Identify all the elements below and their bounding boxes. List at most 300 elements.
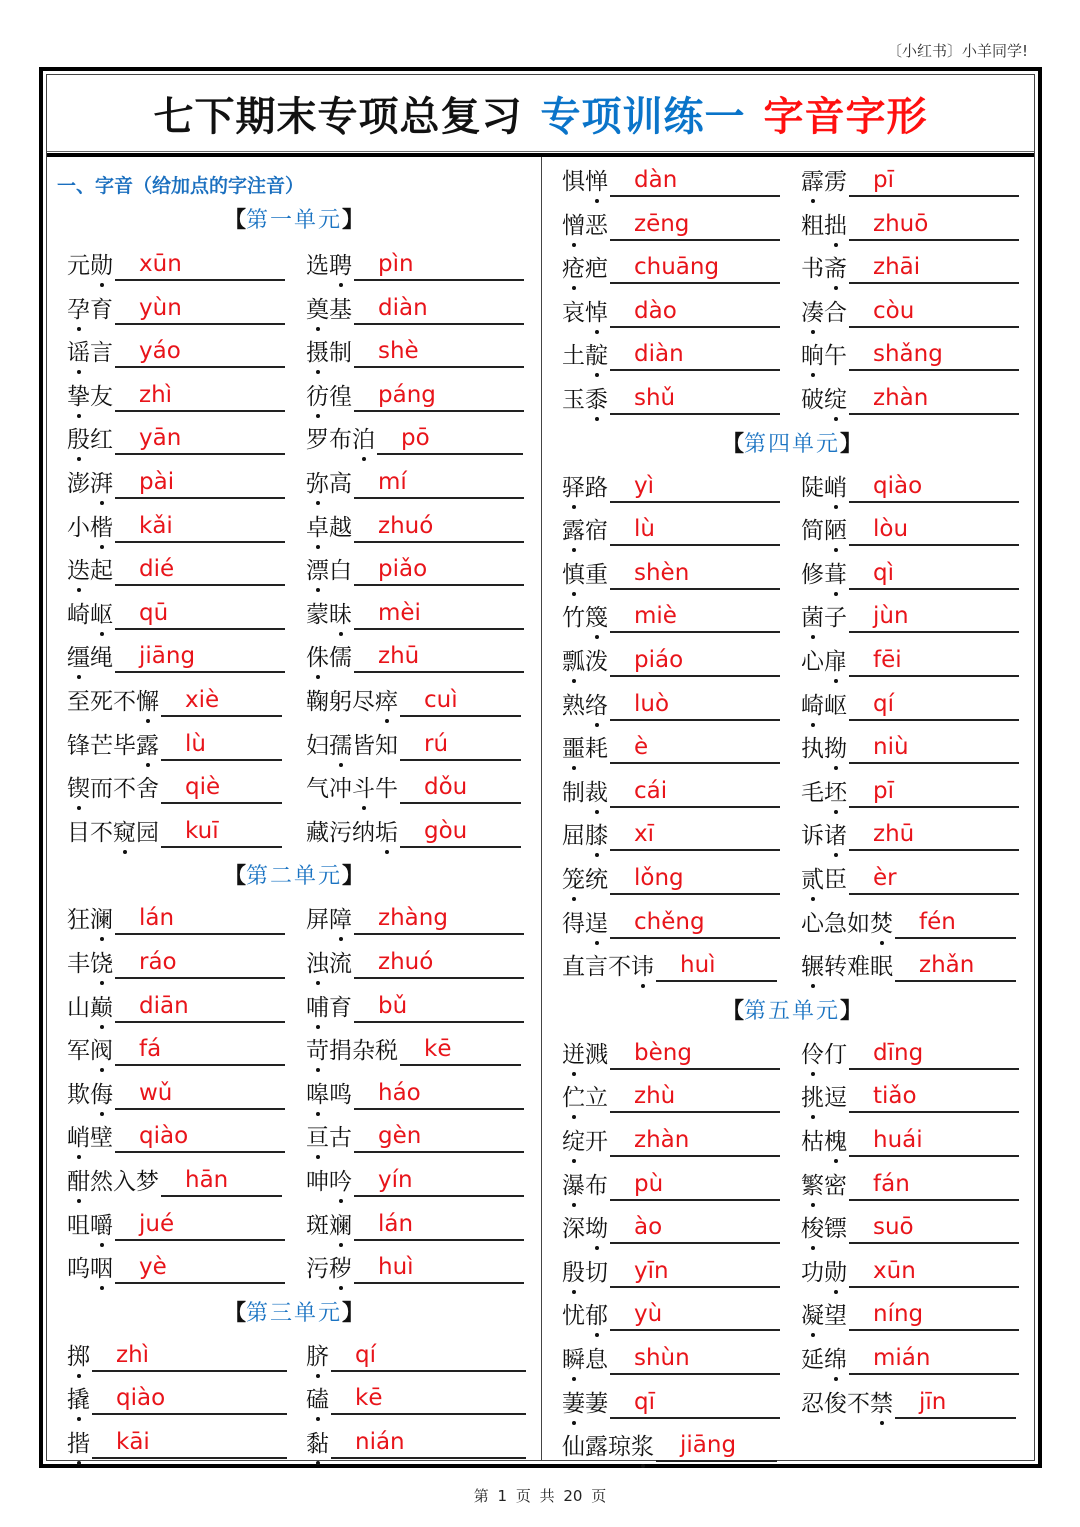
answer-blank[interactable] bbox=[610, 865, 780, 895]
word-text: 心 扉 bbox=[801, 649, 847, 675]
answer-blank[interactable] bbox=[849, 603, 1019, 633]
answer-blank[interactable] bbox=[400, 687, 521, 717]
pinyin-item bbox=[67, 376, 285, 412]
pinyin-answer: diàn bbox=[634, 341, 684, 368]
word-text: 瀑 布 bbox=[562, 1172, 608, 1199]
word-text: 驿 路 bbox=[562, 474, 608, 501]
word-text: 瓢 泼 bbox=[562, 649, 608, 675]
word-text: 粗 拙 bbox=[801, 212, 847, 239]
pinyin-item bbox=[801, 1295, 1019, 1331]
word-text: 哺 育 bbox=[306, 994, 352, 1021]
pinyin-item bbox=[801, 161, 1019, 197]
pinyin-answer: zhū bbox=[378, 643, 420, 670]
pinyin-item bbox=[801, 467, 1019, 503]
pinyin-answer: qiè bbox=[185, 774, 221, 801]
answer-blank[interactable] bbox=[849, 1301, 1019, 1331]
pinyin-item bbox=[306, 1030, 521, 1066]
pinyin-item bbox=[67, 419, 285, 455]
pinyin-item bbox=[801, 859, 1019, 895]
answer-blank[interactable] bbox=[610, 1127, 780, 1157]
pinyin-answer: shè bbox=[378, 338, 419, 365]
pinyin-item bbox=[306, 376, 524, 412]
word-text: 崎 岖 bbox=[67, 601, 113, 628]
answer-blank[interactable] bbox=[849, 167, 1019, 197]
unit-name: 第二单元 bbox=[245, 864, 342, 890]
word-text: 伫 立 bbox=[562, 1085, 608, 1112]
word-text: 挑 逗 bbox=[801, 1085, 847, 1112]
answer-blank[interactable] bbox=[354, 949, 524, 979]
pinyin-answer: miè bbox=[634, 603, 677, 630]
word-text: 屏 障 bbox=[306, 907, 352, 934]
answer-blank[interactable] bbox=[610, 167, 780, 197]
word-text: 摄 制 bbox=[306, 340, 352, 367]
word-text: 小 楷 bbox=[67, 514, 113, 541]
answer-blank[interactable] bbox=[161, 1167, 282, 1197]
answer-blank[interactable] bbox=[92, 1342, 287, 1372]
word-text: 迭 起 bbox=[67, 558, 113, 585]
answer-blank[interactable] bbox=[610, 211, 780, 241]
answer-blank[interactable] bbox=[115, 338, 285, 368]
word-text: 鞠 躬 尽 瘁 bbox=[306, 689, 398, 715]
answer-blank[interactable] bbox=[161, 818, 282, 848]
answer-blank[interactable] bbox=[115, 1254, 285, 1284]
pinyin-answer: bèng bbox=[634, 1039, 692, 1066]
pinyin-answer: qiào bbox=[139, 1123, 189, 1150]
answer-blank[interactable] bbox=[354, 905, 524, 935]
pinyin-item bbox=[562, 467, 780, 503]
word-text: 漂 白 bbox=[306, 558, 352, 585]
pinyin-answer: zhāi bbox=[873, 254, 921, 281]
pinyin-item bbox=[562, 335, 780, 371]
pinyin-answer: zhì bbox=[139, 381, 173, 408]
pinyin-item bbox=[306, 550, 524, 586]
answer-blank[interactable] bbox=[331, 1429, 526, 1459]
answer-blank[interactable] bbox=[849, 1127, 1019, 1157]
pinyin-answer: zhǎn bbox=[919, 952, 975, 979]
bracket-left: 【 bbox=[223, 863, 246, 890]
word-text: 污 秽 bbox=[306, 1256, 352, 1283]
pinyin-item bbox=[801, 728, 1019, 764]
word-text: 峭 壁 bbox=[67, 1125, 113, 1152]
pinyin-item bbox=[562, 728, 780, 764]
answer-blank[interactable] bbox=[354, 993, 524, 1023]
answer-blank[interactable] bbox=[92, 1385, 287, 1415]
answer-blank[interactable] bbox=[354, 1167, 524, 1197]
bracket-left: 【 bbox=[721, 430, 744, 457]
answer-blank[interactable] bbox=[610, 1214, 780, 1244]
pinyin-item bbox=[306, 332, 524, 368]
answer-blank[interactable] bbox=[849, 734, 1019, 764]
word-text: 呻 吟 bbox=[306, 1169, 352, 1195]
word-text: 挚 友 bbox=[67, 383, 113, 410]
word-text: 霹 雳 bbox=[801, 169, 847, 195]
word-text: 磕 bbox=[306, 1387, 329, 1414]
answer-blank[interactable] bbox=[849, 473, 1019, 503]
bracket-right: 】 bbox=[840, 997, 863, 1024]
answer-blank[interactable] bbox=[354, 600, 524, 630]
bracket-right: 】 bbox=[342, 207, 365, 233]
pinyin-item bbox=[67, 681, 282, 717]
word-text: 深 坳 bbox=[562, 1216, 608, 1243]
word-text: 屈 膝 bbox=[562, 823, 608, 850]
answer-blank[interactable] bbox=[610, 341, 780, 371]
pinyin-item bbox=[306, 594, 524, 630]
answer-blank[interactable] bbox=[849, 254, 1019, 284]
pinyin-answer: zēng bbox=[634, 210, 690, 237]
unit-name: 第四单元 bbox=[743, 431, 840, 457]
answer-blank[interactable] bbox=[115, 469, 285, 499]
pinyin-item bbox=[306, 1248, 524, 1284]
word-text: 黏 bbox=[306, 1431, 329, 1457]
answer-blank[interactable] bbox=[895, 952, 1016, 982]
word-text: 延 绵 bbox=[801, 1347, 847, 1373]
word-text: 脐 bbox=[306, 1343, 329, 1370]
answer-blank[interactable] bbox=[354, 338, 524, 368]
pinyin-answer: kǎi bbox=[139, 512, 173, 539]
word-text: 功 勋 bbox=[801, 1259, 847, 1286]
word-text: 彷 徨 bbox=[306, 383, 352, 410]
pinyin-answer: páng bbox=[378, 381, 436, 408]
page-title bbox=[47, 75, 1034, 151]
pinyin-answer: zhàng bbox=[378, 905, 448, 932]
word-text: 疮 疤 bbox=[562, 256, 608, 283]
answer-blank[interactable] bbox=[400, 731, 521, 761]
answer-blank[interactable] bbox=[610, 1083, 780, 1113]
answer-blank[interactable] bbox=[849, 821, 1019, 851]
pinyin-item bbox=[306, 637, 524, 673]
word-text: 哀 悼 bbox=[562, 299, 608, 326]
pinyin-item bbox=[306, 1379, 526, 1415]
word-text: 锲 而 不 舍 bbox=[67, 776, 159, 803]
pinyin-item bbox=[67, 943, 285, 979]
word-text: 玉 黍 bbox=[562, 387, 608, 413]
pinyin-item bbox=[801, 1077, 1019, 1113]
answer-blank[interactable] bbox=[610, 1258, 780, 1288]
pinyin-answer: cái bbox=[634, 777, 668, 804]
pinyin-answer: pī bbox=[873, 777, 894, 804]
pinyin-answer: piǎo bbox=[378, 556, 428, 583]
answer-blank[interactable] bbox=[849, 647, 1019, 677]
answer-blank[interactable] bbox=[354, 295, 524, 325]
pinyin-item bbox=[801, 1034, 1019, 1070]
answer-blank[interactable] bbox=[354, 513, 524, 543]
pinyin-answer: yān bbox=[139, 425, 182, 452]
answer-blank[interactable] bbox=[115, 949, 285, 979]
answer-blank[interactable] bbox=[610, 603, 780, 633]
pinyin-answer: mèi bbox=[378, 599, 421, 626]
word-text: 苛 捐 杂 税 bbox=[306, 1038, 398, 1065]
pinyin-answer: jué bbox=[139, 1210, 175, 1237]
answer-blank[interactable] bbox=[849, 778, 1019, 808]
pinyin-answer: tiǎo bbox=[873, 1083, 917, 1110]
pinyin-item bbox=[306, 245, 524, 281]
pinyin-answer: kuī bbox=[185, 817, 219, 844]
answer-blank[interactable] bbox=[610, 821, 780, 851]
answer-blank[interactable] bbox=[161, 731, 282, 761]
bracket-left: 【 bbox=[721, 997, 744, 1024]
answer-blank[interactable] bbox=[331, 1385, 526, 1415]
pinyin-item bbox=[801, 641, 1019, 677]
pinyin-item bbox=[67, 1161, 282, 1197]
pinyin-answer: fén bbox=[919, 908, 956, 935]
answer-blank[interactable] bbox=[115, 1211, 285, 1241]
pinyin-item bbox=[67, 1030, 285, 1066]
answer-blank[interactable] bbox=[115, 1080, 285, 1110]
pinyin-answer: xūn bbox=[873, 1257, 916, 1284]
pinyin-item bbox=[562, 1383, 780, 1419]
answer-blank[interactable] bbox=[849, 1345, 1019, 1375]
answer-blank[interactable] bbox=[849, 341, 1019, 371]
answer-blank[interactable] bbox=[115, 382, 285, 412]
word-text: 妇 孺 皆 知 bbox=[306, 732, 398, 759]
word-text: 撬 bbox=[67, 1387, 90, 1414]
word-text: 毛 坯 bbox=[801, 779, 847, 806]
pinyin-item bbox=[562, 1252, 780, 1288]
pinyin-item bbox=[562, 903, 780, 939]
answer-blank[interactable] bbox=[400, 774, 521, 804]
answer-blank[interactable] bbox=[354, 1254, 524, 1284]
pinyin-item bbox=[801, 1121, 1019, 1157]
pinyin-item bbox=[306, 1336, 526, 1372]
pinyin-item bbox=[562, 161, 780, 197]
answer-blank[interactable] bbox=[115, 513, 285, 543]
pinyin-item bbox=[801, 1208, 1019, 1244]
pinyin-item bbox=[67, 1205, 285, 1241]
answer-blank[interactable] bbox=[115, 1123, 285, 1153]
pinyin-item bbox=[562, 597, 780, 633]
pinyin-answer: huái bbox=[873, 1127, 923, 1153]
pinyin-answer: qī bbox=[634, 1388, 655, 1415]
pinyin-answer: qì bbox=[873, 559, 894, 586]
answer-blank[interactable] bbox=[610, 473, 780, 503]
answer-blank[interactable] bbox=[115, 556, 285, 586]
pinyin-item bbox=[306, 725, 521, 761]
pinyin-item bbox=[562, 1121, 780, 1157]
title-main: 七下期末专项总复习 bbox=[153, 93, 523, 140]
answer-blank[interactable] bbox=[849, 385, 1019, 415]
pinyin-item bbox=[801, 292, 1019, 328]
answer-blank[interactable] bbox=[849, 560, 1019, 590]
pinyin-item bbox=[306, 1423, 526, 1459]
pinyin-item bbox=[67, 507, 285, 543]
answer-blank[interactable] bbox=[400, 818, 521, 848]
watermark: 〔小红书〕小羊同学! bbox=[886, 42, 1028, 60]
answer-blank[interactable] bbox=[354, 1123, 524, 1153]
answer-blank[interactable] bbox=[895, 909, 1016, 939]
word-text: 咀 嚼 bbox=[67, 1212, 113, 1239]
answer-blank[interactable] bbox=[354, 251, 524, 281]
pinyin-item bbox=[801, 205, 1019, 241]
answer-blank[interactable] bbox=[115, 643, 285, 673]
answer-blank[interactable] bbox=[92, 1429, 287, 1459]
pinyin-item bbox=[306, 419, 523, 455]
answer-blank[interactable] bbox=[610, 1040, 780, 1070]
word-text: 掷 bbox=[67, 1343, 90, 1370]
pinyin-item bbox=[306, 768, 521, 804]
answer-blank[interactable] bbox=[849, 1171, 1019, 1201]
unit-heading bbox=[542, 429, 1042, 459]
pinyin-answer: èr bbox=[873, 865, 897, 891]
answer-blank[interactable] bbox=[115, 251, 285, 281]
answer-blank[interactable] bbox=[849, 211, 1019, 241]
pinyin-answer: xiè bbox=[185, 687, 220, 713]
word-text: 罗 布 泊 bbox=[306, 427, 375, 454]
pinyin-item bbox=[801, 554, 1019, 590]
answer-blank[interactable] bbox=[377, 425, 523, 455]
answer-blank[interactable] bbox=[354, 469, 524, 499]
pinyin-answer: rú bbox=[424, 730, 449, 757]
answer-blank[interactable] bbox=[849, 298, 1019, 328]
pinyin-item bbox=[562, 946, 777, 982]
word-text: 晌 午 bbox=[801, 343, 847, 370]
answer-blank[interactable] bbox=[115, 600, 285, 630]
answer-blank[interactable] bbox=[610, 560, 780, 590]
pinyin-answer: yì bbox=[634, 472, 655, 499]
answer-blank[interactable] bbox=[849, 1040, 1019, 1070]
answer-blank[interactable] bbox=[610, 1301, 780, 1331]
pinyin-answer: jiāng bbox=[139, 643, 196, 670]
pinyin-item bbox=[306, 507, 524, 543]
pinyin-answer: kāi bbox=[116, 1429, 150, 1455]
pinyin-answer: pìn bbox=[378, 251, 414, 277]
pinyin-item bbox=[67, 637, 285, 673]
answer-blank[interactable] bbox=[656, 952, 777, 982]
pinyin-answer: lán bbox=[139, 905, 175, 932]
answer-blank[interactable] bbox=[354, 1211, 524, 1241]
title-subtitle: 专项训练一 bbox=[540, 93, 746, 140]
word-text: 陡 峭 bbox=[801, 474, 847, 501]
answer-blank[interactable] bbox=[610, 909, 780, 939]
answer-blank[interactable] bbox=[115, 1036, 285, 1066]
word-text: 书 斋 bbox=[801, 256, 847, 283]
answer-blank[interactable] bbox=[610, 254, 780, 284]
page-footer: 第 1 页 共 20 页 bbox=[473, 1487, 607, 1505]
section-heading: 一、字音（给加点的字注音） bbox=[57, 175, 305, 197]
pinyin-answer: hān bbox=[185, 1167, 229, 1193]
pinyin-item bbox=[562, 685, 780, 721]
answer-blank[interactable] bbox=[331, 1342, 526, 1372]
pinyin-answer: dīng bbox=[873, 1039, 924, 1066]
answer-blank[interactable] bbox=[610, 734, 780, 764]
answer-blank[interactable] bbox=[115, 905, 285, 935]
answer-blank[interactable] bbox=[400, 1036, 521, 1066]
answer-blank[interactable] bbox=[610, 385, 780, 415]
answer-blank[interactable] bbox=[610, 647, 780, 677]
pinyin-answer: shǎng bbox=[873, 341, 943, 368]
answer-blank[interactable] bbox=[354, 556, 524, 586]
answer-blank[interactable] bbox=[610, 691, 780, 721]
pinyin-answer: cuì bbox=[424, 687, 458, 713]
answer-blank[interactable] bbox=[849, 865, 1019, 895]
pinyin-answer: xī bbox=[634, 821, 655, 848]
answer-blank[interactable] bbox=[610, 778, 780, 808]
word-text: 崎 岖 bbox=[801, 692, 847, 719]
pinyin-answer: ráo bbox=[139, 949, 177, 975]
answer-blank[interactable] bbox=[610, 298, 780, 328]
answer-blank[interactable] bbox=[354, 1080, 524, 1110]
answer-blank[interactable] bbox=[849, 1083, 1019, 1113]
pinyin-item bbox=[67, 899, 285, 935]
pinyin-answer: gòu bbox=[424, 817, 468, 844]
word-text: 至 死 不 懈 bbox=[67, 689, 159, 715]
answer-blank[interactable] bbox=[161, 687, 282, 717]
pinyin-answer: gèn bbox=[378, 1123, 422, 1150]
pinyin-item bbox=[562, 1295, 780, 1331]
answer-blank[interactable] bbox=[354, 382, 524, 412]
pinyin-item bbox=[306, 899, 524, 935]
word-text: 心 急 如 焚 bbox=[801, 910, 893, 937]
pinyin-answer: bǔ bbox=[378, 992, 408, 1019]
answer-blank[interactable] bbox=[656, 1432, 777, 1462]
answer-blank[interactable] bbox=[115, 993, 285, 1023]
pinyin-answer: lù bbox=[185, 730, 206, 757]
answer-blank[interactable] bbox=[895, 1389, 1016, 1419]
word-text: 露 宿 bbox=[562, 518, 608, 545]
unit-name: 第一单元 bbox=[245, 208, 342, 233]
word-text: 迸 溅 bbox=[562, 1041, 608, 1068]
bracket-right: 】 bbox=[342, 1299, 365, 1326]
pinyin-answer: qí bbox=[355, 1341, 376, 1368]
answer-blank[interactable] bbox=[849, 691, 1019, 721]
word-text: 绽 开 bbox=[562, 1129, 608, 1155]
pinyin-item bbox=[801, 1339, 1019, 1375]
worksheet-inner bbox=[46, 74, 1035, 1461]
word-text: 噩 耗 bbox=[562, 736, 608, 763]
pinyin-item bbox=[562, 554, 780, 590]
answer-blank[interactable] bbox=[354, 643, 524, 673]
word-text: 制 裁 bbox=[562, 779, 608, 806]
pinyin-answer: qí bbox=[873, 690, 894, 717]
word-text: 嗥 鸣 bbox=[306, 1081, 352, 1108]
word-text: 简 陋 bbox=[801, 518, 847, 545]
pinyin-answer: níng bbox=[873, 1301, 924, 1328]
answer-blank[interactable] bbox=[610, 1345, 780, 1375]
pinyin-item bbox=[801, 379, 1019, 415]
pinyin-item bbox=[562, 1208, 780, 1244]
answer-blank[interactable] bbox=[610, 516, 780, 546]
pinyin-item bbox=[801, 1165, 1019, 1201]
title-topic: 字音字形 bbox=[763, 93, 928, 140]
answer-blank[interactable] bbox=[610, 1389, 780, 1419]
pinyin-item bbox=[562, 292, 780, 328]
word-text: 军 阀 bbox=[67, 1038, 113, 1065]
answer-blank[interactable] bbox=[161, 774, 282, 804]
answer-blank[interactable] bbox=[849, 516, 1019, 546]
pinyin-item bbox=[562, 1077, 780, 1113]
bracket-left: 【 bbox=[223, 207, 246, 233]
word-text: 瞬 息 bbox=[562, 1347, 608, 1373]
pinyin-answer: yīn bbox=[634, 1257, 669, 1284]
word-text: 欺 侮 bbox=[67, 1081, 113, 1108]
answer-blank[interactable] bbox=[115, 425, 285, 455]
answer-blank[interactable] bbox=[115, 295, 285, 325]
word-text: 修 葺 bbox=[801, 561, 847, 588]
answer-blank[interactable] bbox=[849, 1214, 1019, 1244]
pinyin-answer: diàn bbox=[378, 294, 428, 321]
answer-blank[interactable] bbox=[849, 1258, 1019, 1288]
unit-heading bbox=[542, 996, 1042, 1026]
word-text: 缰 绳 bbox=[67, 645, 113, 672]
pinyin-item bbox=[67, 1336, 287, 1372]
word-text: 谣 言 bbox=[67, 340, 113, 367]
pinyin-item bbox=[67, 1379, 287, 1415]
word-text: 枯 槐 bbox=[801, 1129, 847, 1155]
word-text: 亘 古 bbox=[306, 1125, 352, 1152]
pinyin-answer: dié bbox=[139, 556, 175, 583]
answer-blank[interactable] bbox=[610, 1171, 780, 1201]
pinyin-answer: yè bbox=[139, 1254, 167, 1281]
pinyin-answer: è bbox=[634, 734, 649, 761]
